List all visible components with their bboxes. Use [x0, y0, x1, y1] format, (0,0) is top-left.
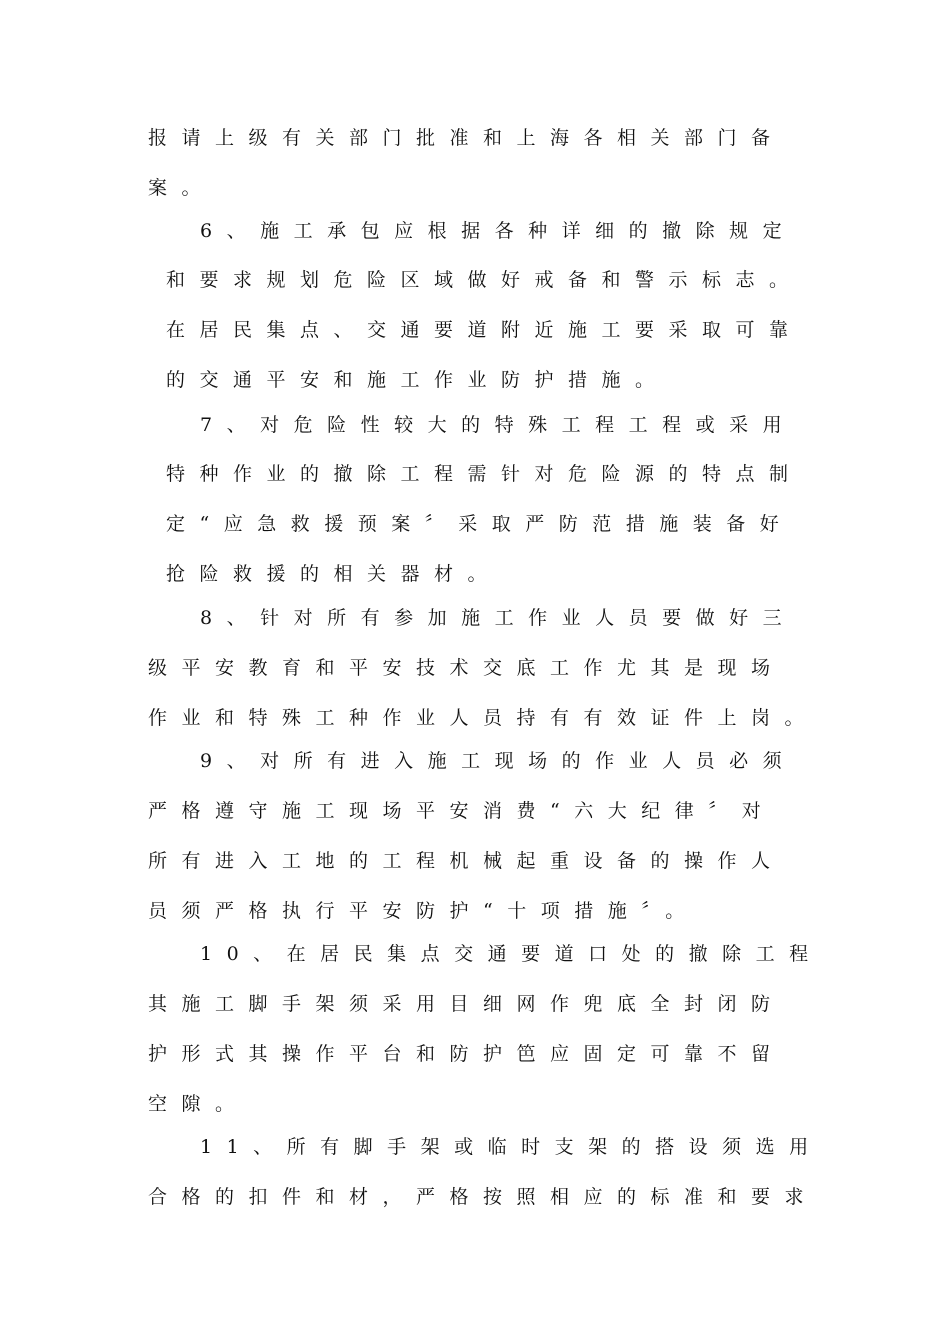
text-line: 严格遵守施工现场平安消费“六大纪律〞对: [148, 800, 776, 822]
text-line: 在居民集点、交通要道附近施工要采取可靠: [166, 319, 803, 341]
text-line: 护形式其操作平台和防护笆应固定可靠不留: [148, 1043, 785, 1065]
text-line: 特种作业的撤除工程需针对危险源的特点制: [166, 463, 803, 485]
text-line: 8、针对所有参加施工作业人员要做好三: [200, 607, 797, 629]
text-line: 7、对危险性较大的特殊工程工程或采用: [200, 414, 797, 436]
text-line: 的交通平安和施工作业防护措施。: [166, 369, 669, 391]
text-line: 所有进入工地的工程机械起重设备的操作人: [148, 850, 785, 872]
text-line: 级平安教育和平安技术交底工作尤其是现场: [148, 657, 785, 679]
text-line: 报请上级有关部门批准和上海各相关部门备: [148, 127, 785, 149]
text-line: 和要求规划危险区域做好戒备和警示标志。: [166, 269, 803, 291]
text-line: 空隙。: [148, 1093, 249, 1115]
text-line: 定“应急救援预案〞采取严防范措施装备好: [166, 513, 794, 535]
text-line: 其施工脚手架须采用目细网作兜底全封闭防: [148, 993, 785, 1015]
text-line: 合格的扣件和材，严格按照相应的标准和要求: [148, 1186, 819, 1208]
text-line: 9、对所有进入施工现场的作业人员必须: [200, 750, 797, 772]
text-line: 11、所有脚手架或临时支架的搭设须选用: [200, 1136, 823, 1158]
text-line: 员须严格执行平安防护“十项措施〞。: [148, 900, 699, 922]
text-line: 案。: [148, 177, 216, 199]
text-line: 6、施工承包应根据各种详细的撤除规定: [200, 220, 797, 242]
text-line: 抢险救援的相关器材。: [166, 563, 502, 585]
text-line: 10、在居民集点交通要道口处的撤除工程: [200, 943, 823, 965]
text-line: 作业和特殊工种作业人员持有有效证件上岗。: [148, 707, 819, 729]
